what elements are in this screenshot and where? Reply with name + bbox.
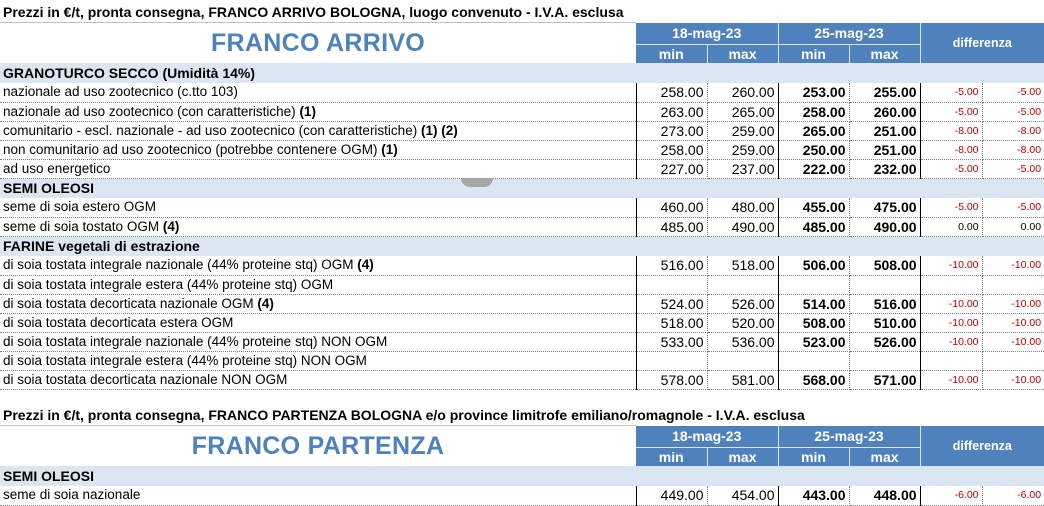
partenza-caption: Prezzi in €/t, pronta consegna, FRANCO PARTENZA BOLOGNA e/o province limitrofe emiliano/romagnole - I.V.A. esclusa — [3, 407, 805, 423]
diff-max-cell: -10.00 — [982, 256, 1044, 275]
min-header: min — [636, 45, 707, 64]
footnote-ref: (1) — [381, 141, 398, 157]
product-name: ad uso energetico — [3, 160, 111, 176]
row-label — [0, 102, 636, 121]
table-row — [0, 351, 1044, 370]
product-name: di soia tostata decorticata nazionale OGM — [3, 295, 254, 311]
diff-max-cell: -8.00 — [982, 121, 1044, 140]
diff-max-cell: -8.00 — [982, 140, 1044, 159]
prev-max-cell: 526.00 — [707, 294, 778, 313]
table-row — [0, 198, 1044, 217]
diff-max-cell: -10.00 — [982, 313, 1044, 332]
footnote-ref: (4) — [257, 295, 274, 311]
table-row — [0, 121, 1044, 140]
product-name: seme di soia nazionale — [3, 487, 141, 503]
table-row — [0, 370, 1044, 389]
curr-max-cell — [849, 351, 920, 370]
prev-max-cell: 259.00 — [707, 121, 778, 140]
diff-min-cell: -10.00 — [920, 294, 982, 313]
footnote-ref: (1) — [299, 103, 316, 119]
product-name: non comunitario ad uso zootecnico (potrebbe contenere OGM) — [3, 141, 378, 157]
prev-min-cell — [636, 275, 707, 294]
curr-min-cell: 258.00 — [778, 102, 849, 121]
curr-min-cell: 443.00 — [778, 486, 849, 505]
curr-max-cell: 490.00 — [849, 217, 920, 236]
section-title: FARINE vegetali di estrazione — [0, 236, 1044, 256]
diff-min-cell: -10.00 — [920, 313, 982, 332]
product-name: seme di soia estero OGM — [3, 199, 157, 215]
prev-min-cell — [636, 351, 707, 370]
diff-max-cell: -5.00 — [982, 83, 1044, 102]
prev-min-cell: 227.00 — [636, 159, 707, 178]
prev-min-cell: 258.00 — [636, 83, 707, 102]
prev-max-cell — [707, 275, 778, 294]
arrivo-caption: Prezzi in €/t, pronta consegna, FRANCO ARRIVO BOLOGNA, luogo convenuto - I.V.A. esclusa — [3, 4, 624, 20]
table-row — [0, 256, 1044, 275]
table-row — [0, 140, 1044, 159]
prev-min-cell: 485.00 — [636, 217, 707, 236]
prev-max-cell: 480.00 — [707, 198, 778, 217]
prev-min-cell: 460.00 — [636, 198, 707, 217]
curr-max-cell: 508.00 — [849, 256, 920, 275]
curr-min-cell: 265.00 — [778, 121, 849, 140]
prev-min-cell: 524.00 — [636, 294, 707, 313]
min-header: min — [636, 448, 707, 467]
max-header: max — [707, 448, 778, 467]
row-label — [0, 275, 636, 294]
product-name: di soia tostata integrale estera (44% proteine stq) OGM — [3, 276, 334, 292]
curr-min-cell — [778, 275, 849, 294]
diff-min-cell: -5.00 — [920, 102, 982, 121]
product-name: nazionale ad uso zootecnico (c.tto 103) — [3, 84, 238, 100]
row-label — [0, 313, 636, 332]
curr-min-cell: 250.00 — [778, 140, 849, 159]
diff-max-cell: -6.00 — [982, 486, 1044, 505]
curr-max-cell: 448.00 — [849, 486, 920, 505]
section-title: GRANOTURCO SECCO (Umidità 14%) — [0, 63, 1044, 83]
diff-min-cell: -10.00 — [920, 370, 982, 389]
product-name: seme di soia tostato OGM — [3, 218, 160, 234]
row-label — [0, 256, 636, 275]
curr-max-cell: 251.00 — [849, 140, 920, 159]
curr-max-cell: 260.00 — [849, 102, 920, 121]
row-label — [0, 351, 636, 370]
table-row — [0, 83, 1044, 102]
prev-min-cell: 273.00 — [636, 121, 707, 140]
curr-max-cell: 571.00 — [849, 370, 920, 389]
cursor-shadow-icon — [461, 178, 493, 187]
prev-min-cell: 263.00 — [636, 102, 707, 121]
row-label — [0, 83, 636, 102]
table-row — [0, 275, 1044, 294]
section-title: SEMI OLEOSI — [0, 466, 1044, 486]
diff-max-cell: -5.00 — [982, 102, 1044, 121]
diff-min-cell — [920, 275, 982, 294]
table-row — [0, 294, 1044, 313]
max-header: max — [707, 45, 778, 64]
curr-min-cell: 568.00 — [778, 370, 849, 389]
diff-min-cell: -6.00 — [920, 486, 982, 505]
table-row — [0, 486, 1044, 505]
diff-max-cell: -10.00 — [982, 294, 1044, 313]
prev-max-cell: 581.00 — [707, 370, 778, 389]
prev-min-cell: 258.00 — [636, 140, 707, 159]
product-name: di soia tostata integrale nazionale (44% proteine stq) NON OGM — [3, 333, 388, 349]
diff-header: differenza — [920, 23, 1044, 64]
product-name: di soia tostata decorticata nazionale NON OGM — [3, 371, 288, 387]
diff-max-cell — [982, 351, 1044, 370]
curr-min-cell: 253.00 — [778, 83, 849, 102]
diff-min-cell: -5.00 — [920, 159, 982, 178]
max-header: max — [849, 448, 920, 467]
row-label — [0, 159, 636, 178]
date-current: 25-mag-23 — [778, 426, 920, 448]
product-name: comunitario - escl. nazionale - ad uso zootecnico (con caratteristiche) — [3, 122, 418, 138]
curr-min-cell: 508.00 — [778, 313, 849, 332]
prev-min-cell: 516.00 — [636, 256, 707, 275]
diff-min-cell: -5.00 — [920, 83, 982, 102]
diff-min-cell: -8.00 — [920, 121, 982, 140]
table-title: FRANCO ARRIVO — [0, 23, 636, 64]
prev-max-cell: 536.00 — [707, 332, 778, 351]
product-name: di soia tostata integrale estera (44% proteine stq) NON OGM — [3, 352, 367, 368]
footnote-ref: (1) (2) — [420, 122, 458, 138]
prev-max-cell: 454.00 — [707, 486, 778, 505]
prev-max-cell — [707, 351, 778, 370]
max-header: max — [849, 45, 920, 64]
prev-max-cell: 237.00 — [707, 159, 778, 178]
product-name: nazionale ad uso zootecnico (con caratteristiche) — [3, 103, 296, 119]
diff-min-cell: -10.00 — [920, 256, 982, 275]
curr-min-cell — [778, 351, 849, 370]
date-previous: 18-mag-23 — [636, 23, 778, 45]
diff-max-cell: -10.00 — [982, 370, 1044, 389]
diff-max-cell: -5.00 — [982, 198, 1044, 217]
curr-min-cell: 506.00 — [778, 256, 849, 275]
footnote-ref: (4) — [357, 257, 374, 273]
diff-header: differenza — [920, 426, 1044, 467]
curr-max-cell: 526.00 — [849, 332, 920, 351]
table-row — [0, 102, 1044, 121]
footnote-ref: (4) — [162, 218, 180, 234]
diff-min-cell: -10.00 — [920, 332, 982, 351]
curr-min-cell: 455.00 — [778, 198, 849, 217]
curr-max-cell: 516.00 — [849, 294, 920, 313]
row-label — [0, 140, 636, 159]
prev-min-cell: 518.00 — [636, 313, 707, 332]
franco-partenza-table — [0, 425, 1044, 506]
diff-min-cell — [920, 351, 982, 370]
diff-min-cell: -8.00 — [920, 140, 982, 159]
diff-min-cell: 0.00 — [920, 217, 982, 236]
table-row — [0, 313, 1044, 332]
franco-arrivo-table — [0, 22, 1044, 390]
row-label — [0, 332, 636, 351]
row-label — [0, 198, 636, 217]
min-header: min — [778, 45, 849, 64]
table-title: FRANCO PARTENZA — [0, 426, 636, 467]
prev-max-cell: 520.00 — [707, 313, 778, 332]
curr-max-cell: 251.00 — [849, 121, 920, 140]
curr-min-cell: 514.00 — [778, 294, 849, 313]
curr-min-cell: 485.00 — [778, 217, 849, 236]
prev-min-cell: 449.00 — [636, 486, 707, 505]
prev-max-cell: 265.00 — [707, 102, 778, 121]
row-label — [0, 486, 636, 505]
diff-max-cell: -10.00 — [982, 332, 1044, 351]
product-name: di soia tostata decorticata estera OGM — [3, 314, 234, 330]
diff-max-cell — [982, 275, 1044, 294]
prev-max-cell: 260.00 — [707, 83, 778, 102]
curr-min-cell: 222.00 — [778, 159, 849, 178]
table-row — [0, 217, 1044, 236]
product-name: di soia tostata integrale nazionale (44% proteine stq) OGM — [3, 257, 354, 273]
row-label — [0, 294, 636, 313]
diff-max-cell: -5.00 — [982, 159, 1044, 178]
date-current: 25-mag-23 — [778, 23, 920, 45]
prev-max-cell: 259.00 — [707, 140, 778, 159]
table-row — [0, 332, 1044, 351]
curr-max-cell — [849, 275, 920, 294]
row-label — [0, 217, 636, 236]
diff-max-cell: 0.00 — [982, 217, 1044, 236]
prev-max-cell: 490.00 — [707, 217, 778, 236]
curr-max-cell: 255.00 — [849, 83, 920, 102]
curr-max-cell: 232.00 — [849, 159, 920, 178]
section-title: SEMI OLEOSI — [0, 178, 1044, 198]
row-label — [0, 121, 636, 140]
table-row — [0, 159, 1044, 178]
min-header: min — [778, 448, 849, 467]
date-previous: 18-mag-23 — [636, 426, 778, 448]
curr-min-cell: 523.00 — [778, 332, 849, 351]
prev-max-cell: 518.00 — [707, 256, 778, 275]
row-label — [0, 370, 636, 389]
curr-max-cell: 510.00 — [849, 313, 920, 332]
curr-max-cell: 475.00 — [849, 198, 920, 217]
prev-min-cell: 578.00 — [636, 370, 707, 389]
diff-min-cell: -5.00 — [920, 198, 982, 217]
prev-min-cell: 533.00 — [636, 332, 707, 351]
